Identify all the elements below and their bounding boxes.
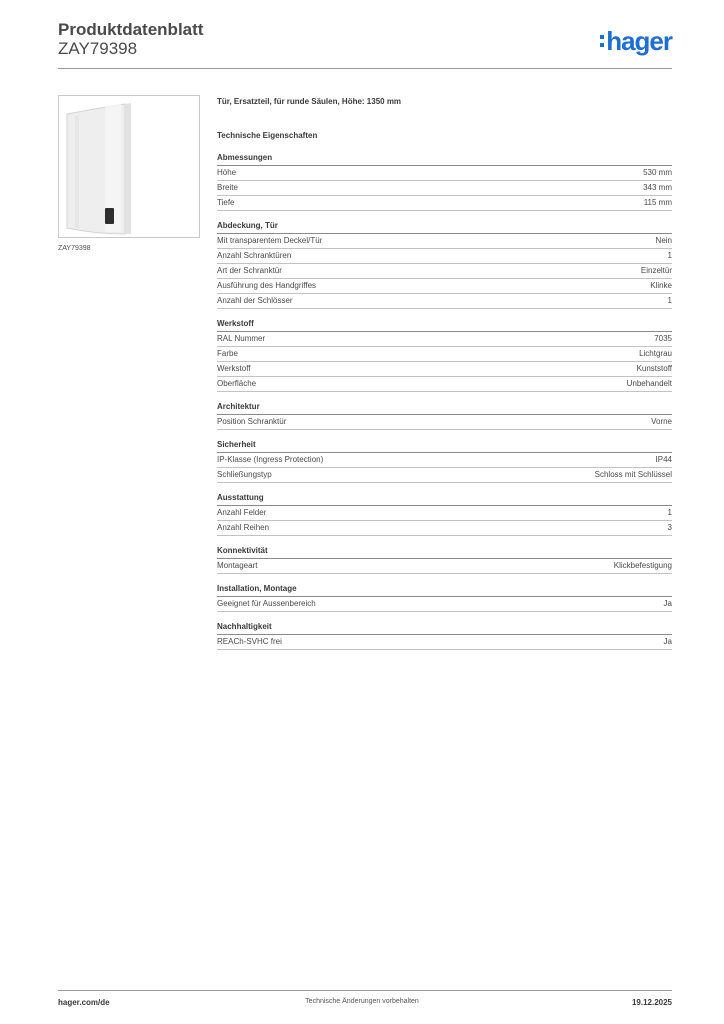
spec-section <box>217 219 672 309</box>
spec-row <box>217 347 672 362</box>
spec-label: Montageart <box>217 561 258 570</box>
footer-website: hager.com/de <box>58 998 110 1007</box>
spec-value: 530 mm <box>643 168 672 177</box>
spec-row <box>217 294 672 309</box>
spec-value: 3 <box>667 523 672 532</box>
spec-label: IP-Klasse (Ingress Protection) <box>217 455 324 464</box>
spec-label: REACh-SVHC frei <box>217 637 282 646</box>
spec-label: Schließungstyp <box>217 470 272 479</box>
spec-value: Schloss mit Schlüssel <box>594 470 672 479</box>
spec-value: 1 <box>667 508 672 517</box>
spec-row <box>217 468 672 483</box>
spec-value: 7035 <box>654 334 672 343</box>
spec-row <box>217 264 672 279</box>
section-title: Abdeckung, Tür <box>217 219 672 234</box>
spec-value: Klickbefestigung <box>613 561 672 570</box>
spec-value: Kunststoff <box>636 364 672 373</box>
spec-row <box>217 249 672 264</box>
spec-value: IP44 <box>655 455 672 464</box>
spec-value: Klinke <box>650 281 672 290</box>
section-title: Werkstoff <box>217 317 672 332</box>
hager-logo <box>600 28 672 54</box>
spec-label: Tiefe <box>217 198 235 207</box>
spec-row <box>217 559 672 574</box>
specifications <box>217 95 672 650</box>
page-title: Produktdatenblatt <box>58 20 204 39</box>
spec-value: Nein <box>655 236 672 245</box>
tech-properties-heading: Technische Eigenschaften <box>217 131 318 140</box>
spec-section <box>217 620 672 650</box>
section-title: Sicherheit <box>217 438 672 453</box>
section-title: Architektur <box>217 400 672 415</box>
spec-label: Art der Schranktür <box>217 266 282 275</box>
article-number: ZAY79398 <box>58 39 138 58</box>
section-title: Abmessungen <box>217 151 672 166</box>
spec-row <box>217 415 672 430</box>
spec-label: Breite <box>217 183 238 192</box>
spec-value: Vorne <box>651 417 672 426</box>
spec-label: RAL Nummer <box>217 334 266 343</box>
spec-value: Einzeltür <box>640 266 672 275</box>
spec-label: Oberfläche <box>217 379 257 388</box>
product-image <box>58 95 200 238</box>
cabinet-door-illustration <box>59 96 199 237</box>
spec-label: Ausführung des Handgriffes <box>217 281 317 290</box>
spec-row <box>217 181 672 196</box>
spec-section <box>217 491 672 536</box>
spec-value: Ja <box>663 637 672 646</box>
spec-label: Werkstoff <box>217 364 251 373</box>
footer-divider <box>58 990 672 991</box>
spec-row <box>217 506 672 521</box>
logo-text: hager <box>606 26 672 56</box>
spec-row <box>217 635 672 650</box>
spec-value: 115 mm <box>643 198 672 207</box>
spec-label: Anzahl der Schlösser <box>217 296 293 305</box>
spec-value: Unbehandelt <box>626 379 672 388</box>
spec-label: Farbe <box>217 349 238 358</box>
spec-row <box>217 279 672 294</box>
spec-row <box>217 521 672 536</box>
section-title: Nachhaltigkeit <box>217 620 672 635</box>
footer-date: 19.12.2025 <box>631 998 672 1007</box>
spec-label: Anzahl Felder <box>217 508 267 517</box>
spec-label: Mit transparentem Deckel/Tür <box>217 236 323 245</box>
spec-row <box>217 377 672 392</box>
image-caption: ZAY79398 <box>58 245 91 252</box>
spec-section <box>217 582 672 612</box>
section-title: Installation, Montage <box>217 582 672 597</box>
spec-section <box>217 438 672 483</box>
spec-row <box>217 234 672 249</box>
header-divider <box>58 68 672 69</box>
spec-label: Anzahl Schranktüren <box>217 251 292 260</box>
spec-label: Position Schranktür <box>217 417 287 426</box>
section-title: Konnektivität <box>217 544 672 559</box>
product-description: Tür, Ersatzteil, für runde Säulen, Höhe: 1350 mm <box>217 97 402 106</box>
spec-row <box>217 332 672 347</box>
spec-value: 343 mm <box>643 183 672 192</box>
spec-sections <box>217 151 672 650</box>
spec-row <box>217 166 672 181</box>
spec-value: 1 <box>667 251 672 260</box>
spec-section <box>217 317 672 392</box>
spec-label: Höhe <box>217 168 237 177</box>
footer-notice: Technische Änderungen vorbehalten <box>305 998 419 1005</box>
spec-label: Geeignet für Aussenbereich <box>217 599 316 608</box>
spec-value: 1 <box>667 296 672 305</box>
spec-value: Ja <box>663 599 672 608</box>
spec-row <box>217 597 672 612</box>
spec-section <box>217 151 672 211</box>
spec-section <box>217 544 672 574</box>
spec-row <box>217 196 672 211</box>
logo-dots-icon <box>600 35 604 47</box>
spec-label: Anzahl Reihen <box>217 523 270 532</box>
section-title: Ausstattung <box>217 491 672 506</box>
spec-row <box>217 362 672 377</box>
spec-row <box>217 453 672 468</box>
spec-section <box>217 400 672 430</box>
spec-value: Lichtgrau <box>639 349 672 358</box>
